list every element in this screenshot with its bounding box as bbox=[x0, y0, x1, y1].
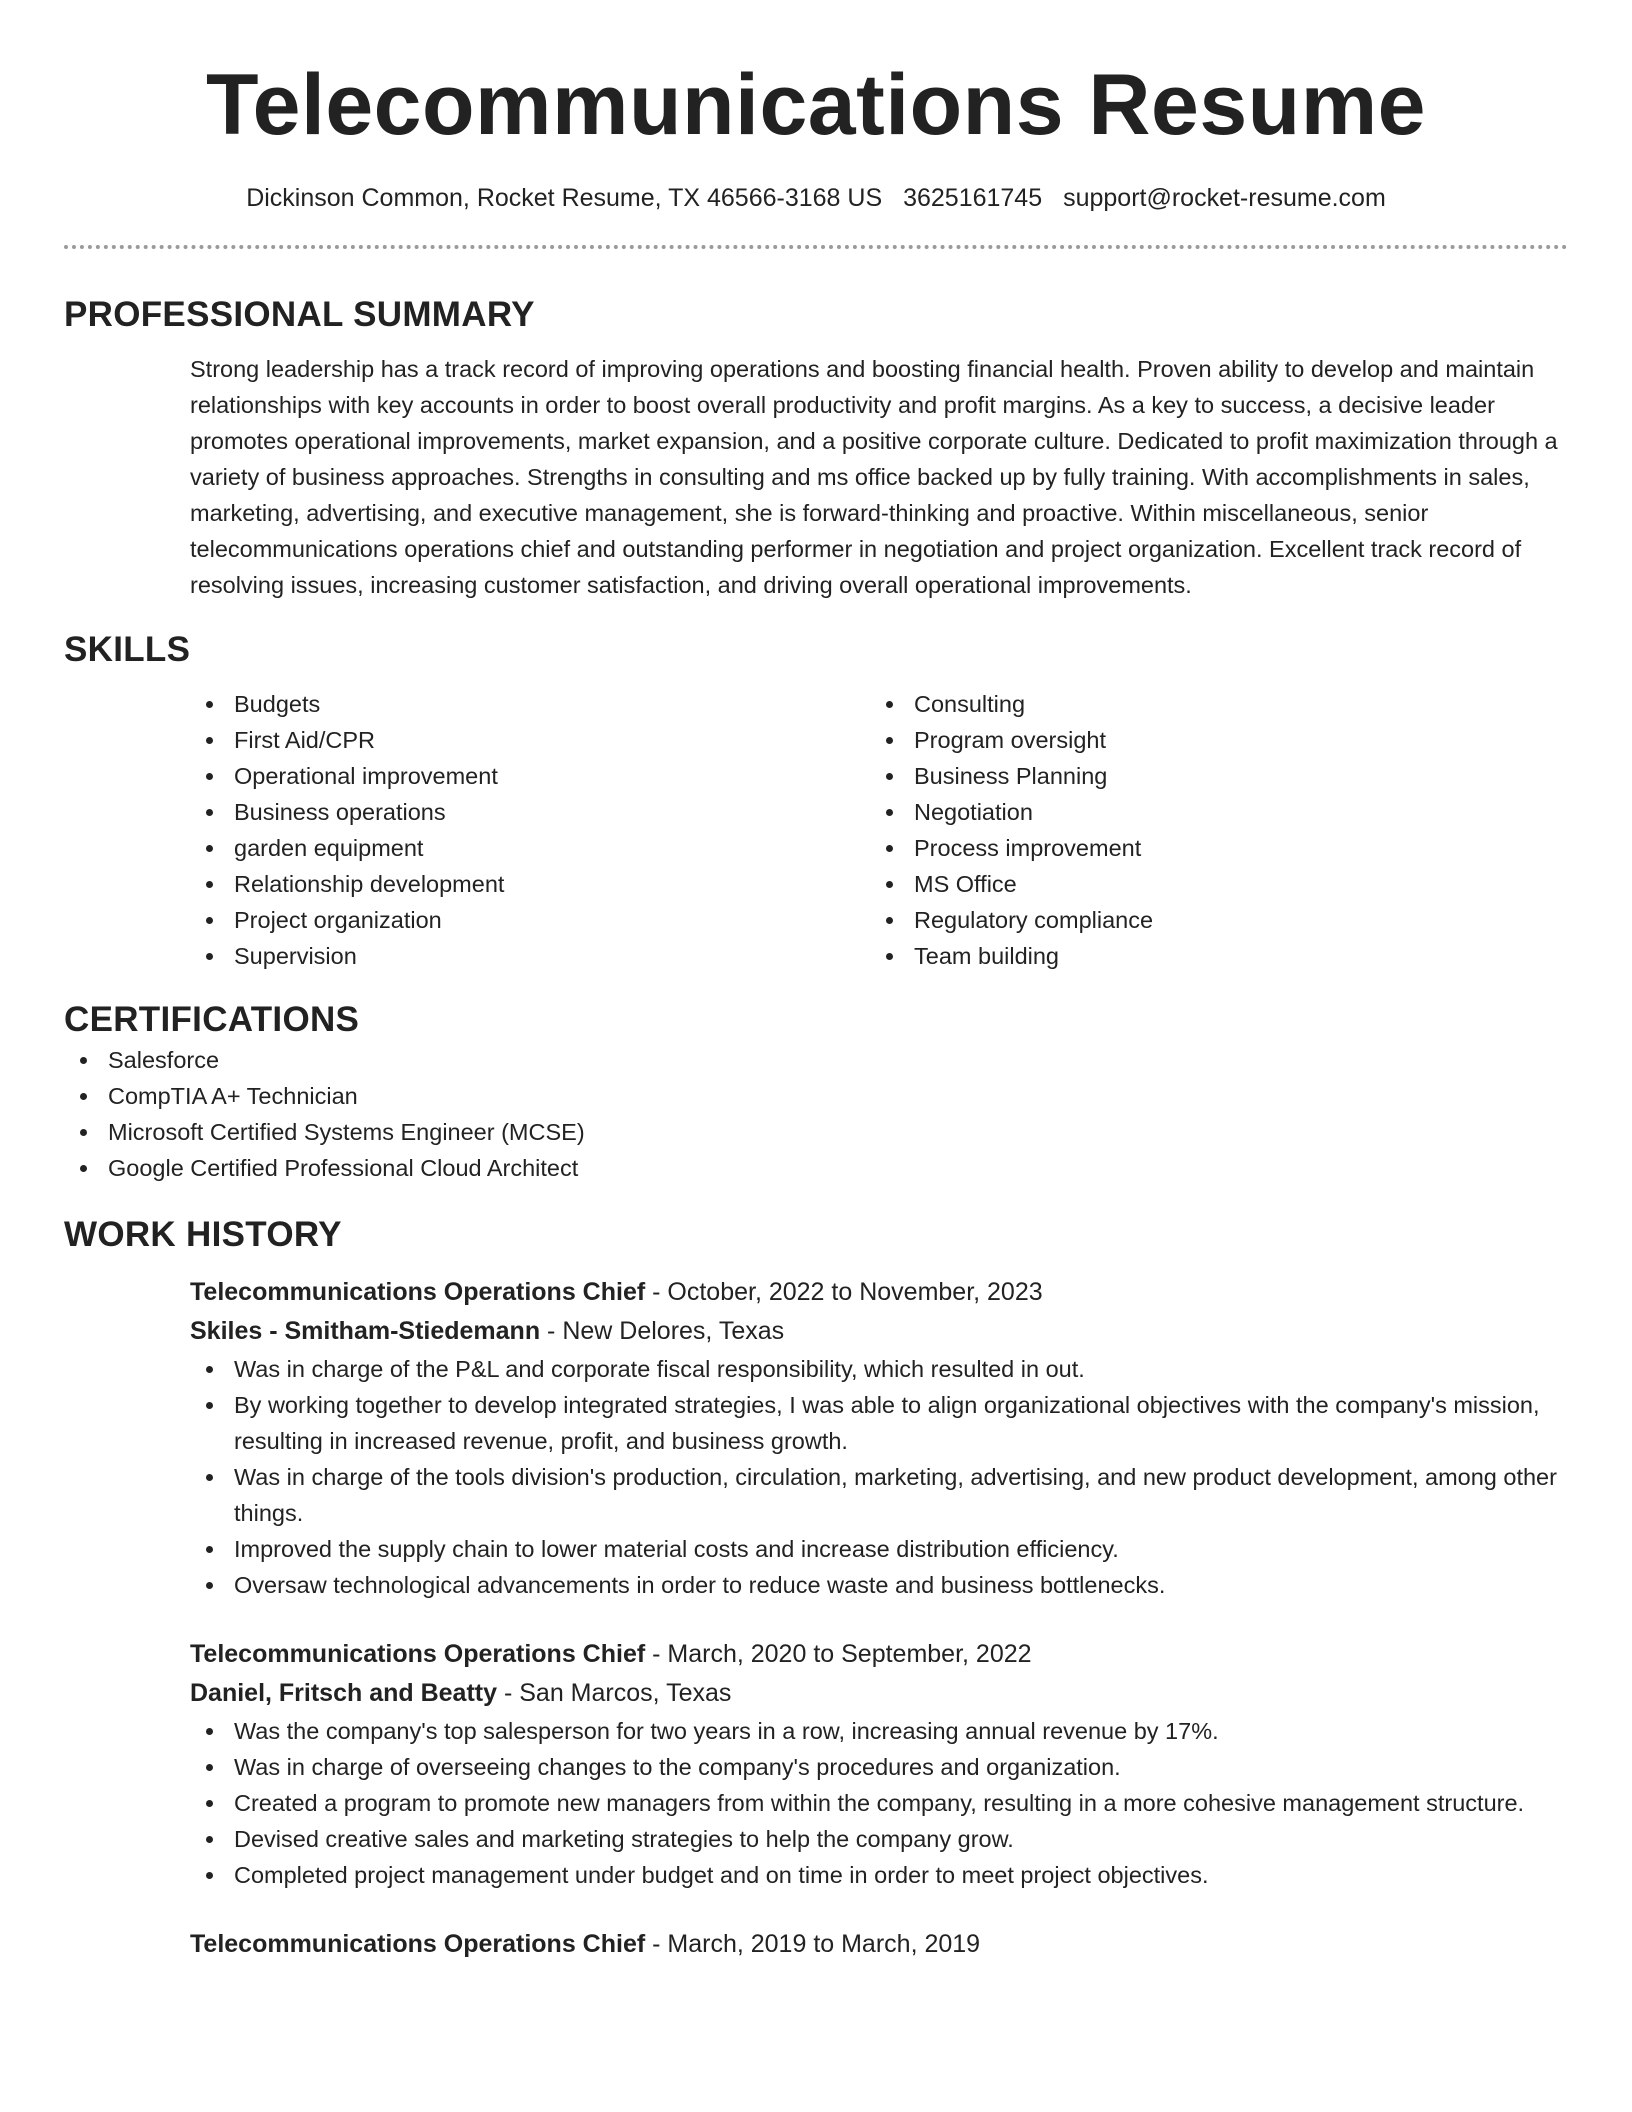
job-duties-list bbox=[190, 1351, 1568, 1603]
job-title: Telecommunications Operations Chief bbox=[190, 1278, 646, 1306]
skill-item: First Aid/CPR bbox=[190, 722, 870, 758]
professional-summary-section bbox=[64, 293, 1568, 603]
certifications-list bbox=[64, 1042, 1568, 1186]
job-entry bbox=[190, 1635, 1568, 1893]
job-title-line bbox=[190, 1273, 1568, 1312]
job-company-line bbox=[190, 1312, 1568, 1351]
skill-item: Business operations bbox=[190, 794, 870, 830]
certification-item: Google Certified Professional Cloud Architect bbox=[64, 1150, 1568, 1186]
skill-item: garden equipment bbox=[190, 830, 870, 866]
certification-item: Microsoft Certified Systems Engineer (MCSE) bbox=[64, 1114, 1568, 1150]
section-title-certifications: CERTIFICATIONS bbox=[64, 1000, 360, 1039]
skills-column-right bbox=[870, 686, 1550, 974]
skills-column-left bbox=[190, 686, 870, 974]
skill-item: Relationship development bbox=[190, 866, 870, 902]
job-dates: - October, 2022 to November, 2023 bbox=[645, 1278, 1043, 1306]
job-duty-item: Completed project management under budget and on time in order to meet project objectives. bbox=[190, 1857, 1568, 1893]
contact-line bbox=[64, 182, 1568, 214]
skill-item: Regulatory compliance bbox=[870, 902, 1550, 938]
job-entry bbox=[190, 1273, 1568, 1603]
job-title: Telecommunications Operations Chief bbox=[190, 1930, 646, 1958]
contact-phone: 3625161745 bbox=[903, 184, 1043, 212]
job-duty-item: Was in charge of overseeing changes to the company's procedures and organization. bbox=[190, 1749, 1568, 1785]
job-entry bbox=[190, 1925, 1568, 1964]
job-title: Telecommunications Operations Chief bbox=[190, 1640, 646, 1668]
skill-item: Business Planning bbox=[870, 758, 1550, 794]
skill-item: Project organization bbox=[190, 902, 870, 938]
job-duty-item: By working together to develop integrated strategies, I was able to align organizational objectives with the company's mission, resulting in increased revenue, profit, and business growth. bbox=[190, 1387, 1568, 1459]
skill-item: Negotiation bbox=[870, 794, 1550, 830]
job-dates: - March, 2019 to March, 2019 bbox=[645, 1930, 981, 1958]
skill-item: Consulting bbox=[870, 686, 1550, 722]
job-company: Skiles - Smitham-Stiedemann bbox=[190, 1317, 541, 1345]
header-divider bbox=[64, 245, 1568, 249]
certifications-section bbox=[64, 998, 1568, 1186]
job-duty-item: Devised creative sales and marketing strategies to help the company grow. bbox=[190, 1821, 1568, 1857]
resume-title: Telecommunications Resume bbox=[205, 57, 1427, 153]
skills-grid bbox=[190, 686, 1568, 974]
work-history-section bbox=[64, 1213, 1568, 1964]
job-duty-item: Was the company's top salesperson for two years in a row, increasing annual revenue by 17%. bbox=[190, 1713, 1568, 1749]
job-location: - New Delores, Texas bbox=[540, 1317, 785, 1345]
skill-item: MS Office bbox=[870, 866, 1550, 902]
skill-item: Supervision bbox=[190, 938, 870, 974]
section-title-skills: SKILLS bbox=[64, 630, 191, 669]
job-duties-list bbox=[190, 1713, 1568, 1893]
job-duty-item: Was in charge of the tools division's production, circulation, marketing, advertising, and new product development, among other things. bbox=[190, 1459, 1568, 1531]
skill-item: Operational improvement bbox=[190, 758, 870, 794]
job-company: Daniel, Fritsch and Beatty bbox=[190, 1679, 498, 1707]
job-duty-item: Created a program to promote new managers from within the company, resulting in a more cohesive management structure. bbox=[190, 1785, 1568, 1821]
job-location: - San Marcos, Texas bbox=[497, 1679, 732, 1707]
resume-page bbox=[64, 0, 1568, 1964]
job-dates: - March, 2020 to September, 2022 bbox=[645, 1640, 1032, 1668]
skills-section bbox=[64, 628, 1568, 974]
job-duty-item: Oversaw technological advancements in order to reduce waste and business bottlenecks. bbox=[190, 1567, 1568, 1603]
section-title-work-history: WORK HISTORY bbox=[64, 1215, 342, 1254]
contact-address: Dickinson Common, Rocket Resume, TX 46566-3168 US bbox=[246, 184, 883, 212]
section-title-summary: PROFESSIONAL SUMMARY bbox=[64, 295, 535, 334]
job-duty-item: Was in charge of the P&L and corporate fiscal responsibility, which resulted in out. bbox=[190, 1351, 1568, 1387]
job-duty-item: Improved the supply chain to lower material costs and increase distribution efficiency. bbox=[190, 1531, 1568, 1567]
certification-item: CompTIA A+ Technician bbox=[64, 1078, 1568, 1114]
job-title-line bbox=[190, 1925, 1568, 1964]
skill-item: Process improvement bbox=[870, 830, 1550, 866]
contact-email: support@rocket-resume.com bbox=[1063, 184, 1386, 212]
certification-item: Salesforce bbox=[64, 1042, 1568, 1078]
job-company-line bbox=[190, 1674, 1568, 1713]
summary-text: Strong leadership has a track record of improving operations and boosting financial health. Proven ability to develop and maintain relationships with key accounts in order to boost overall productivity and profit margins. As a key to success, a decisive leader promotes operational improvements, market expansion, and a positive corporate culture. Dedicated to profit maximization through a variety of business approaches. Strengths in consulting and ms office backed up by fully training. With accomplishments in sales, marketing, advertising, and executive management, she is forward-thinking and proactive. Within miscellaneous, senior telecommunications operations chief and outstanding performer in negotiation and project organization. Excellent track record of resolving issues, increasing customer satisfaction, and driving overall operational improvements. bbox=[190, 356, 1558, 598]
skill-item: Budgets bbox=[190, 686, 870, 722]
skill-item: Team building bbox=[870, 938, 1550, 974]
skill-item: Program oversight bbox=[870, 722, 1550, 758]
job-title-line bbox=[190, 1635, 1568, 1674]
